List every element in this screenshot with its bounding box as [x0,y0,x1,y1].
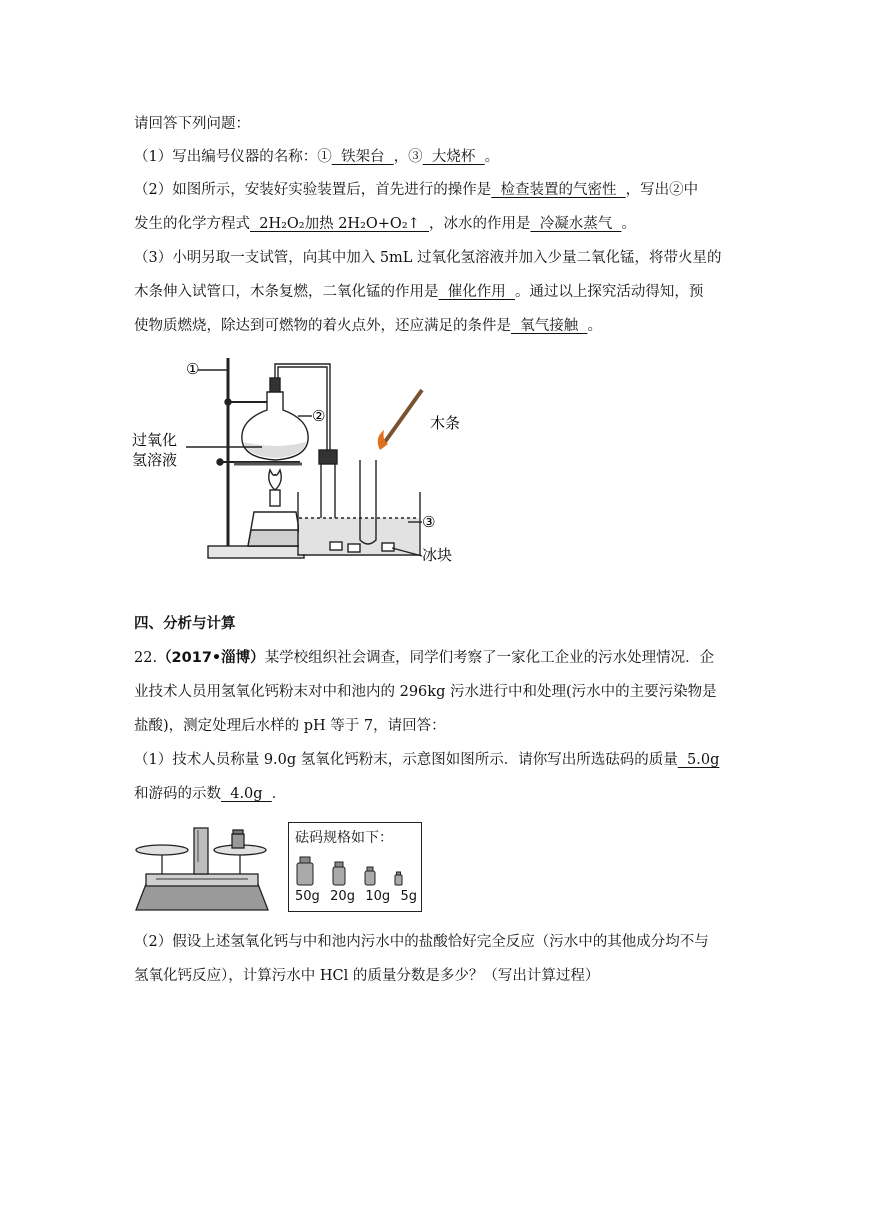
label-h2o2-line1: 过氧化 [132,431,178,449]
label-1: ① [186,360,200,378]
label-h2o2-line2: 氢溶液 [132,451,178,469]
answer-airtightness: 检查装置的气密性 [491,182,626,198]
q3-line2: 木条伸入试管口，木条复燃，二氧化锰的作用是 催化作用 。通过以上探究活动得知，预 [134,284,704,300]
weights-labels [295,889,417,904]
label-3: ③ [422,513,436,531]
q22-line2: 业技术人员用氢氧化钙粉末对中和池内的 296kg 污水进行中和处理(污水中的主要污染物是 [134,684,717,700]
label-ice: 冰块 [422,546,453,564]
answer-oxygen: 氧气接触 [511,318,588,334]
answer-rider-reading: 4.0g [221,786,272,802]
answer-iron-stand: 铁架台 [331,149,394,165]
q3-line1: （3）小明另取一支试管，向其中加入 5mL 过氧化氢溶液并加入少量二氧化锰，将带火星的 [134,250,722,266]
q22-line3: 盐酸)，测定处理后水样的 pH 等于 7，请回答： [134,718,446,734]
answer-beaker: 大烧杯 [422,149,485,165]
weights-box [288,822,422,912]
weight-label: 5g [400,889,417,904]
weight-label: 50g [295,889,320,904]
q22-part1-line2: 和游码的示数 4.0g ． [134,786,287,802]
q22-line1: 22.（2017•淄博）某学校组织社会调查，同学们考察了一家化工企业的污水处理情况．企 [134,650,715,666]
q2-line2: 发生的化学方程式 2H₂O₂加热 2H₂O+O₂↑ ，冰水的作用是 冷凝水蒸气 。 [134,216,636,232]
answer-catalysis: 催化作用 [438,284,515,300]
section4-title: 四、分析与计算 [134,616,236,632]
q22-part1-line1: （1）技术人员称量 9.0g 氢氧化钙粉末，示意图如图所示．请你写出所选砝码的质量 5.0g [134,752,720,768]
q1-line: （1）写出编号仪器的名称：① 铁架台 ，③ 大烧杯 。 [134,149,500,165]
weight-label: 10g [365,889,391,904]
weight-label: 20g [330,889,355,904]
q3-line3: 使物质燃烧，除达到可燃物的着火点外，还应满足的条件是 氧气接触 。 [134,318,602,334]
intro-line: 请回答下列问题： [134,116,250,132]
weights-images [289,853,421,887]
q2-line1: （2）如图所示，安装好实验装置后，首先进行的操作是 检查装置的气密性 ，写出②中 [134,182,699,198]
answer-condense: 冷凝水蒸气 [530,216,622,232]
weights-title: 砝码规格如下： [295,830,393,846]
answer-equation: 2H₂O₂加热 2H₂O+O₂↑ [250,216,429,232]
label-stick: 木条 [430,414,461,432]
q22-part2-line2: 氢氧化钙反应），计算污水中 HCl 的质量分数是多少？（写出计算过程） [134,968,600,984]
answer-weight-mass: 5.0g [677,752,720,768]
q22-source: （2017•淄博） [157,650,265,666]
label-2: ② [312,407,326,425]
balance-figure [132,822,272,914]
apparatus-figure [130,350,470,570]
q22-part2-line1: （2）假设上述氢氧化钙与中和池内污水中的盐酸恰好完全反应（污水中的其他成分均不与 [134,934,709,950]
